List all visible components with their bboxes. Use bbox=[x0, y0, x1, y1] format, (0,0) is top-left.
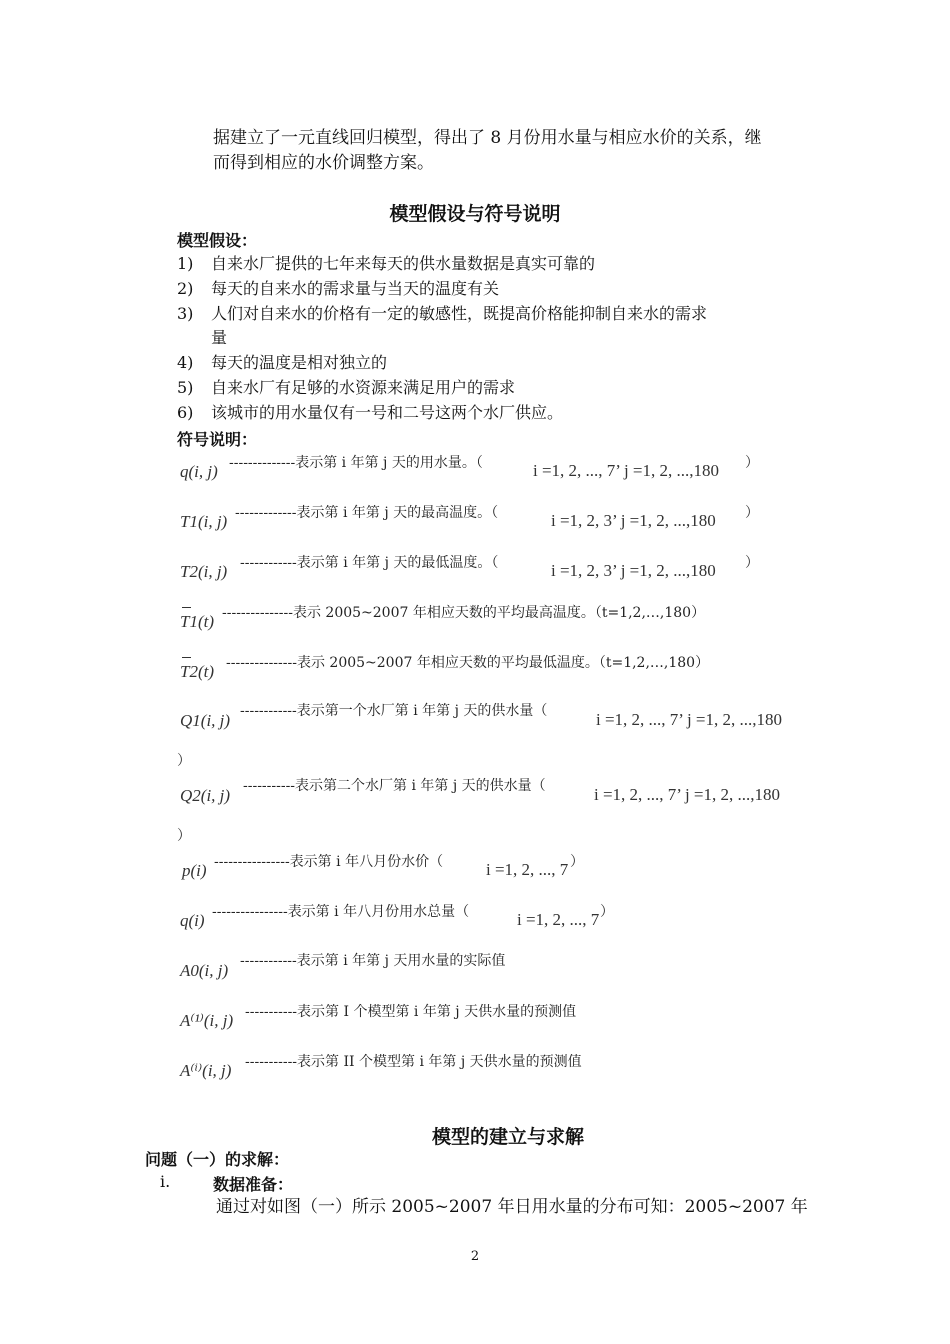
assumption-num: 6) bbox=[177, 403, 194, 422]
assumption-num: 5) bbox=[177, 378, 194, 397]
symbol-mean-high-temp: T1(t) bbox=[180, 612, 214, 631]
intro-line-1: 据建立了一元直线回归模型，得出了 8 月份用水量与相应水价的关系，继 bbox=[213, 128, 762, 148]
assumption-continuation: 量 bbox=[211, 328, 228, 347]
overline-mark bbox=[182, 607, 191, 608]
symbol-desc: -----------表示第二个水厂第 i 年第 j 天的供水量（ bbox=[243, 778, 546, 794]
assumption-item bbox=[177, 400, 563, 423]
symbol-close: ） bbox=[570, 854, 584, 870]
page-number: 2 bbox=[470, 1249, 480, 1264]
symbol: p(i) bbox=[182, 861, 207, 880]
overline-mark bbox=[182, 657, 191, 658]
assumption-item bbox=[177, 276, 499, 299]
body-paragraph: 通过对如图（一）所示 2005~2007 年日用水量的分布可知：2005~2007 年 bbox=[216, 1197, 808, 1217]
assumption-item bbox=[177, 375, 515, 398]
item-heading: 数据准备： bbox=[213, 1175, 294, 1194]
q1-heading: 问题（一）的求解： bbox=[145, 1150, 290, 1169]
symbol-range: i =1, 2, 3’ j =1, 2, ...,180 bbox=[551, 511, 716, 530]
symbol-range: i =1, 2, ..., 7 bbox=[517, 910, 600, 929]
assumption-num: 3) bbox=[177, 304, 194, 323]
assumption-text: 每天的自来水的需求量与当天的温度有关 bbox=[211, 279, 500, 298]
symbol-range: i =1, 2, ..., 7’ j =1, 2, ...,180 bbox=[533, 461, 720, 480]
symbol-desc: ------------表示第 i 年第 j 天用水量的实际值 bbox=[240, 953, 506, 969]
symbol-desc: --------------表示第 i 年第 j 天的用水量。（ bbox=[229, 455, 483, 471]
symbol-desc: ----------------表示第 i 年八月份用水总量（ bbox=[212, 904, 470, 920]
symbol-close: ） bbox=[177, 828, 191, 844]
symbol-close: ） bbox=[177, 753, 191, 769]
symbol-desc: ------------表示第 i 年第 j 天的最低温度。（ bbox=[240, 555, 499, 571]
symbol: q(i) bbox=[180, 911, 205, 930]
assumption-num: 1) bbox=[177, 254, 194, 273]
symbol-close: ） bbox=[745, 455, 759, 471]
symbol-desc: ---------------表示 2005~2007 年相应天数的平均最低温度。（t=1,2,…,180） bbox=[226, 655, 710, 671]
symbol-desc: -----------表示第 I 个模型第 i 年第 j 天供水量的预测值 bbox=[245, 1004, 577, 1020]
symbol-range: i =1, 2, ..., 7’ j =1, 2, ...,180 bbox=[594, 785, 781, 804]
symbol: T1(i, j) bbox=[180, 512, 228, 531]
symbol-desc: ----------------表示第 i 年八月份水价（ bbox=[214, 854, 444, 870]
symbol-mean-low-temp: T2(t) bbox=[180, 662, 214, 681]
symbol: Q2(i, j) bbox=[180, 786, 231, 805]
assumptions-heading: 模型假设： bbox=[177, 231, 258, 250]
symbol: T2(i, j) bbox=[180, 562, 228, 581]
symbol: A0(i, j) bbox=[180, 961, 229, 980]
symbol-desc: ------------表示第一个水厂第 i 年第 j 天的供水量（ bbox=[240, 703, 548, 719]
assumption-item bbox=[177, 251, 595, 274]
assumption-text: 该城市的用水量仅有一号和二号这两个水厂供应。 bbox=[211, 403, 564, 422]
assumption-item bbox=[177, 301, 707, 324]
intro-line-2: 而得到相应的水价调整方案。 bbox=[213, 153, 434, 173]
symbol-close: ） bbox=[745, 555, 759, 571]
section-title-modeling: 模型的建立与求解 bbox=[431, 1126, 584, 1148]
item-num: i. bbox=[160, 1172, 171, 1191]
symbol-range: i =1, 2, 3’ j =1, 2, ...,180 bbox=[551, 561, 716, 580]
symbol: A⁽¹⁾(i, j) bbox=[180, 1011, 234, 1030]
assumption-item bbox=[177, 350, 387, 373]
assumption-text: 自来水厂提供的七年来每天的供水量数据是真实可靠的 bbox=[211, 254, 596, 273]
symbol-desc: -----------表示第 II 个模型第 i 年第 j 天供水量的预测值 bbox=[245, 1054, 582, 1070]
symbol: Q1(i, j) bbox=[180, 711, 231, 730]
assumption-text: 人们对自来水的价格有一定的敏感性，既提高价格能抑制自来水的需求 bbox=[211, 304, 708, 323]
section-title-assumptions: 模型假设与符号说明 bbox=[389, 203, 561, 225]
assumption-text: 自来水厂有足够的水资源来满足用户的需求 bbox=[211, 378, 516, 397]
symbols-heading: 符号说明： bbox=[177, 430, 258, 449]
symbol-range: i =1, 2, ..., 7’ j =1, 2, ...,180 bbox=[596, 710, 783, 729]
symbol-close: ） bbox=[600, 904, 614, 920]
assumption-num: 2) bbox=[177, 279, 194, 298]
symbol-range: i =1, 2, ..., 7 bbox=[486, 860, 569, 879]
symbol-close: ） bbox=[745, 505, 759, 521]
symbol: q(i, j) bbox=[180, 462, 218, 481]
assumption-text: 每天的温度是相对独立的 bbox=[211, 353, 388, 372]
symbol-desc: ---------------表示 2005~2007 年相应天数的平均最高温度。（t=1,2,…,180） bbox=[222, 605, 706, 621]
assumption-num: 4) bbox=[177, 353, 194, 372]
symbol-desc: -------------表示第 i 年第 j 天的最高温度。（ bbox=[235, 505, 499, 521]
symbol: A⁽ⁱ⁾(i, j) bbox=[180, 1061, 232, 1080]
